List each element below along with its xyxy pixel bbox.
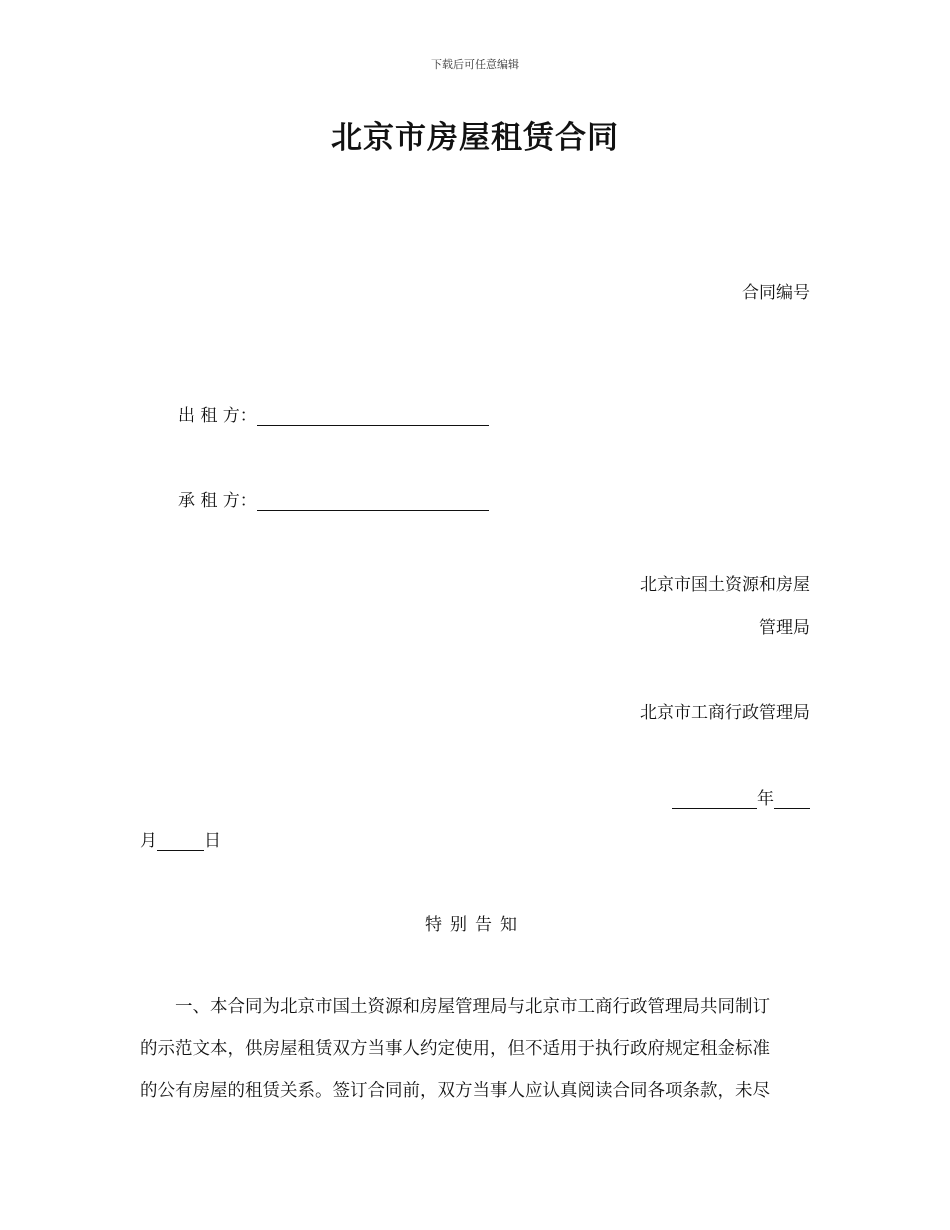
month-char: 月 [140,831,157,851]
date-month-row [140,826,221,851]
day-char: 日 [204,831,221,851]
notice-paragraph [140,986,812,1112]
issuer-1-line-1: 北京市国土资源和房屋 [640,575,810,595]
year-blank-line [672,790,757,809]
day-blank-line [157,832,204,851]
notice-heading: 特别告知 [425,915,525,935]
lessor-row [178,401,489,426]
lessee-label: 承 租 方： [178,491,257,511]
year-char: 年 [757,789,774,809]
issuer-2: 北京市工商行政管理局 [640,703,810,723]
issuer-1-line-2: 管理局 [759,618,810,638]
contract-number-label: 合同编号 [742,283,810,303]
paragraph-line: 一、本合同为北京市国土资源和房屋管理局与北京市工商行政管理局共同制订 [175,997,770,1017]
date-year-row [672,784,810,809]
header-note: 下载后可任意编辑 [431,58,519,71]
month-blank-line-1 [774,790,810,809]
paragraph-line: 的公有房屋的租赁关系。签订合同前，双方当事人应认真阅读合同各项条款，未尽 [140,1081,770,1101]
document-title: 北京市房屋租赁合同 [331,120,619,156]
lessee-blank-line [257,492,489,511]
lessor-label: 出 租 方： [178,406,257,426]
lessee-row [178,486,489,511]
lessor-blank-line [257,407,489,426]
paragraph-line: 的示范文本，供房屋租赁双方当事人约定使用，但不适用于执行政府规定租金标准 [140,1039,770,1059]
